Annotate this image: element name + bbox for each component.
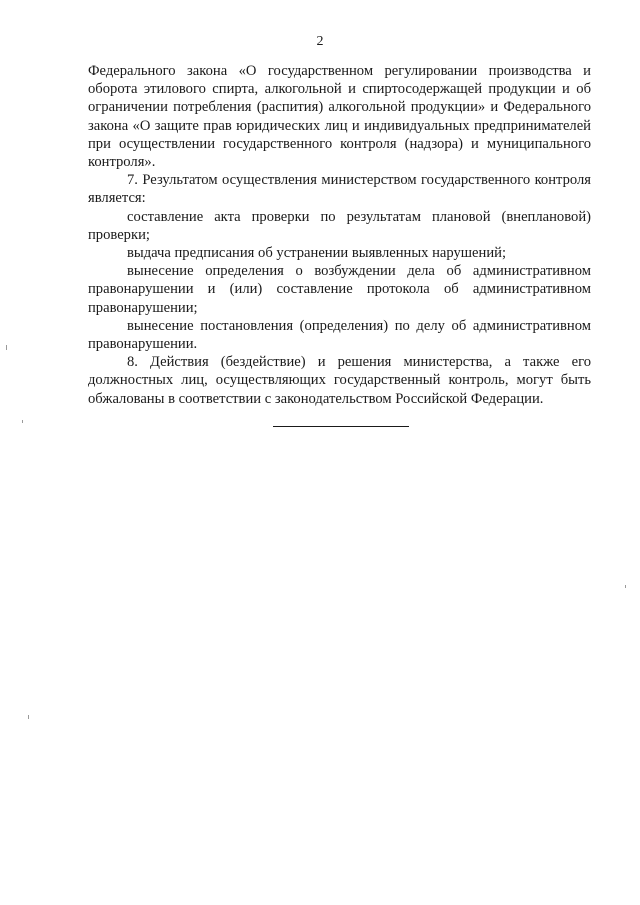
page-number: 2 [316, 34, 324, 49]
end-separator-line [273, 426, 409, 427]
paragraph-resolution: вынесение постановления (определения) по делу об административном правонарушении. [88, 317, 591, 353]
scan-artifact [22, 420, 23, 423]
scan-artifact [6, 345, 7, 350]
paragraph-case-initiation: вынесение определения о возбуждении дела об административном правонарушении и (или) составление протокола об административном правонарушении; [88, 263, 591, 316]
scan-artifact [625, 585, 626, 588]
paragraph-item-7: 7. Результатом осуществления министерством государственного контроля является: [88, 172, 591, 207]
paragraph-inspection-act: составление акта проверки по результатам плановой (внеплановой) проверки; [88, 208, 591, 243]
paragraph-prescription: выдача предписания об устранении выявленных нарушений; [127, 245, 506, 262]
scan-artifact [28, 715, 29, 719]
paragraph-item-8: 8. Действия (бездействие) и решения министерства, а также его должностных лиц, осуществляющих государственный контроль, могут быть обжалованы в соответствии с законодательством Российской Федерации. [88, 354, 591, 407]
document-body [88, 62, 591, 408]
paragraph-federal-law-continuation: Федерального закона «О государственном регулировании производства и оборота этилового спирта, алкогольной и спиртосодержащей продукции и об ограничении потребления (распития) алкогольной продукции» и Федерального закона «О защите прав юридических лиц и индивидуальных предпринимателей при осуществлении государственного контроля (надзора) и муниципального контроля». [88, 63, 591, 171]
